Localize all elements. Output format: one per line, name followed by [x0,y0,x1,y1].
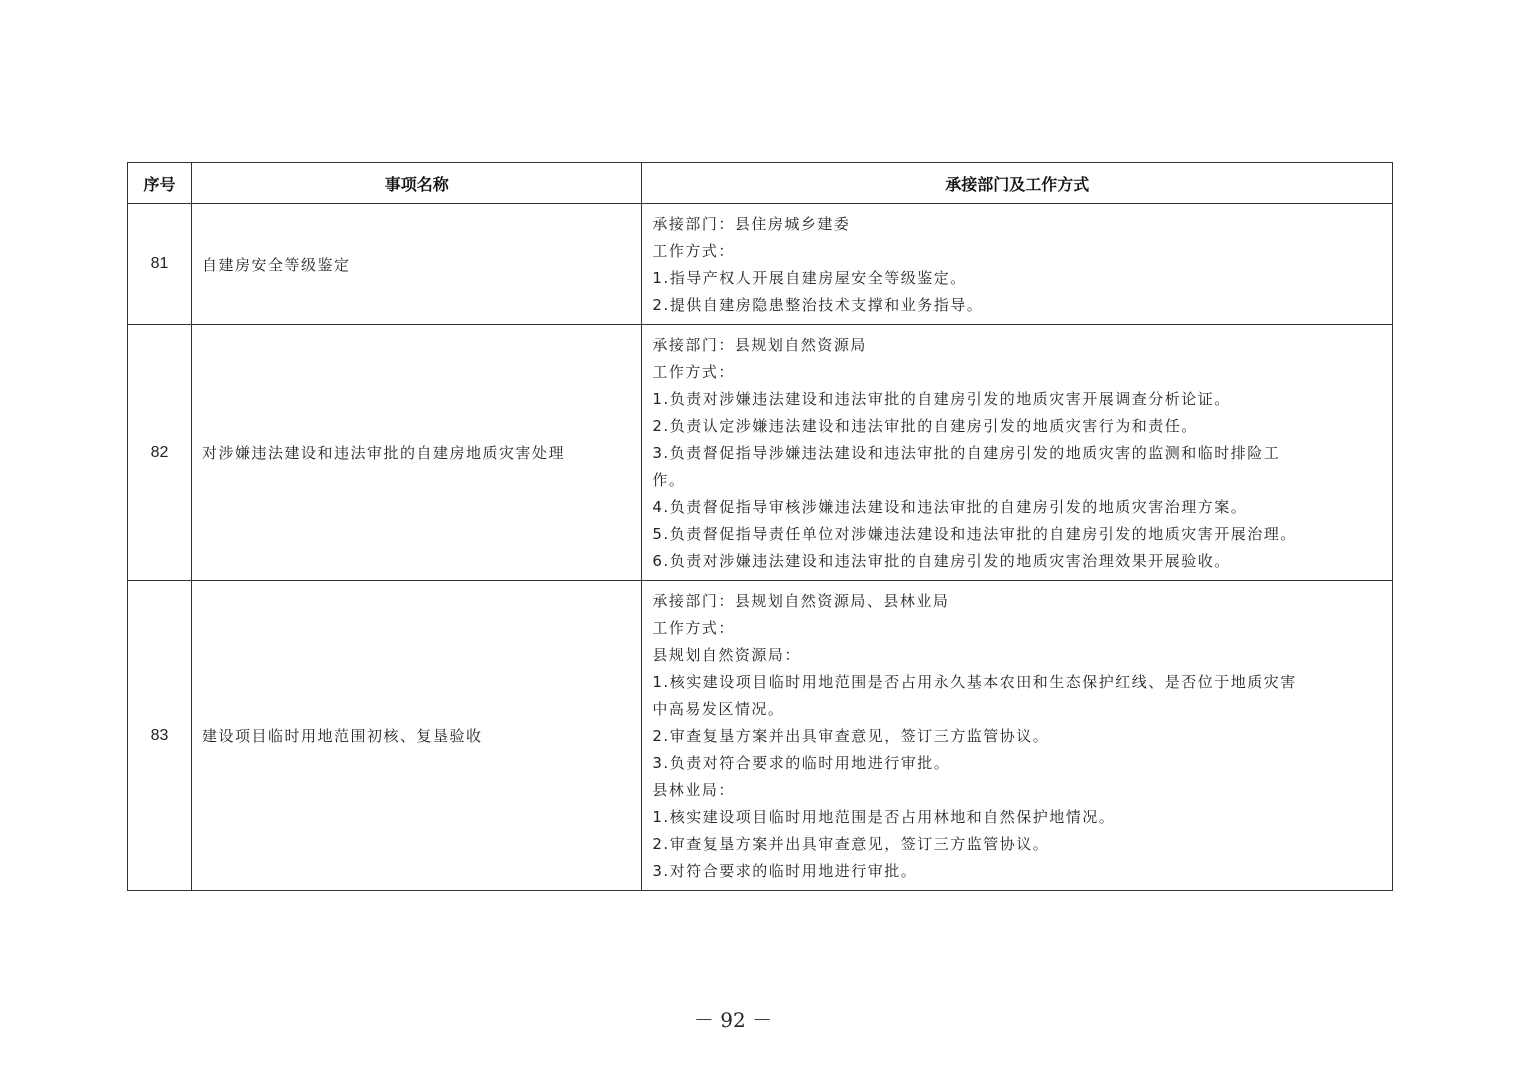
dept-line: 2.负责认定涉嫌违法建设和违法审批的自建房引发的地质灾害行为和责任。 [652,417,1198,435]
table-row [128,581,1393,891]
dept-line: 3.负责督促指导涉嫌违法建设和违法审批的自建房引发的地质灾害的监测和临时排险工 [652,444,1281,462]
row-serial-number: 83 [128,581,192,891]
dept-line: 工作方式： [652,242,735,260]
dept-line: 6.负责对涉嫌违法建设和违法审批的自建房引发的地质灾害治理效果开展验收。 [652,552,1231,570]
dept-line: 工作方式： [652,363,735,381]
dept-line: 1.指导产权人开展自建房屋安全等级鉴定。 [652,269,967,287]
dept-line: 2.提供自建房隐患整治技术支撑和业务指导。 [652,296,984,314]
table-row [128,325,1393,581]
dept-line: 县林业局： [652,781,735,799]
matters-table [127,162,1393,891]
dept-line: 3.对符合要求的临时用地进行审批。 [652,862,918,880]
dept-line: 3.负责对符合要求的临时用地进行审批。 [652,754,951,772]
dept-line: 中高易发区情况。 [652,700,785,718]
dept-line: 县规划自然资源局： [652,646,801,664]
dept-line: 承接部门：县规划自然资源局 [652,336,867,354]
dept-line: 2.审查复垦方案并出具审查意见，签订三方监管协议。 [652,835,1050,853]
row-department-and-method [642,581,1393,891]
table-row [128,204,1393,325]
dept-line: 1.核实建设项目临时用地范围是否占用林地和自然保护地情况。 [652,808,1116,826]
dept-line: 承接部门：县住房城乡建委 [652,215,851,233]
page-number: － 92 － [693,1008,773,1032]
dept-line: 承接部门：县规划自然资源局、县林业局 [652,592,950,610]
header-serial-number: 序号 [128,163,192,204]
header-department-and-method: 承接部门及工作方式 [642,163,1393,204]
table-header-row [128,163,1393,204]
row-matter-name: 自建房安全等级鉴定 [192,204,642,325]
header-matter-name: 事项名称 [192,163,642,204]
dept-line: 工作方式： [652,619,735,637]
dept-line: 2.审查复垦方案并出具审查意见，签订三方监管协议。 [652,727,1050,745]
row-matter-name: 对涉嫌违法建设和违法审批的自建房地质灾害处理 [192,325,642,581]
dept-line: 5.负责督促指导责任单位对涉嫌违法建设和违法审批的自建房引发的地质灾害开展治理。 [652,525,1297,543]
dept-line: 4.负责督促指导审核涉嫌违法建设和违法审批的自建房引发的地质灾害治理方案。 [652,498,1248,516]
row-serial-number: 81 [128,204,192,325]
dept-line: 作。 [652,471,686,489]
dept-line: 1.核实建设项目临时用地范围是否占用永久基本农田和生态保护红线、是否位于地质灾害 [652,673,1297,691]
row-serial-number: 82 [128,325,192,581]
row-matter-name: 建设项目临时用地范围初核、复垦验收 [192,581,642,891]
row-department-and-method [642,325,1393,581]
dept-line: 1.负责对涉嫌违法建设和违法审批的自建房引发的地质灾害开展调查分析论证。 [652,390,1231,408]
row-department-and-method [642,204,1393,325]
